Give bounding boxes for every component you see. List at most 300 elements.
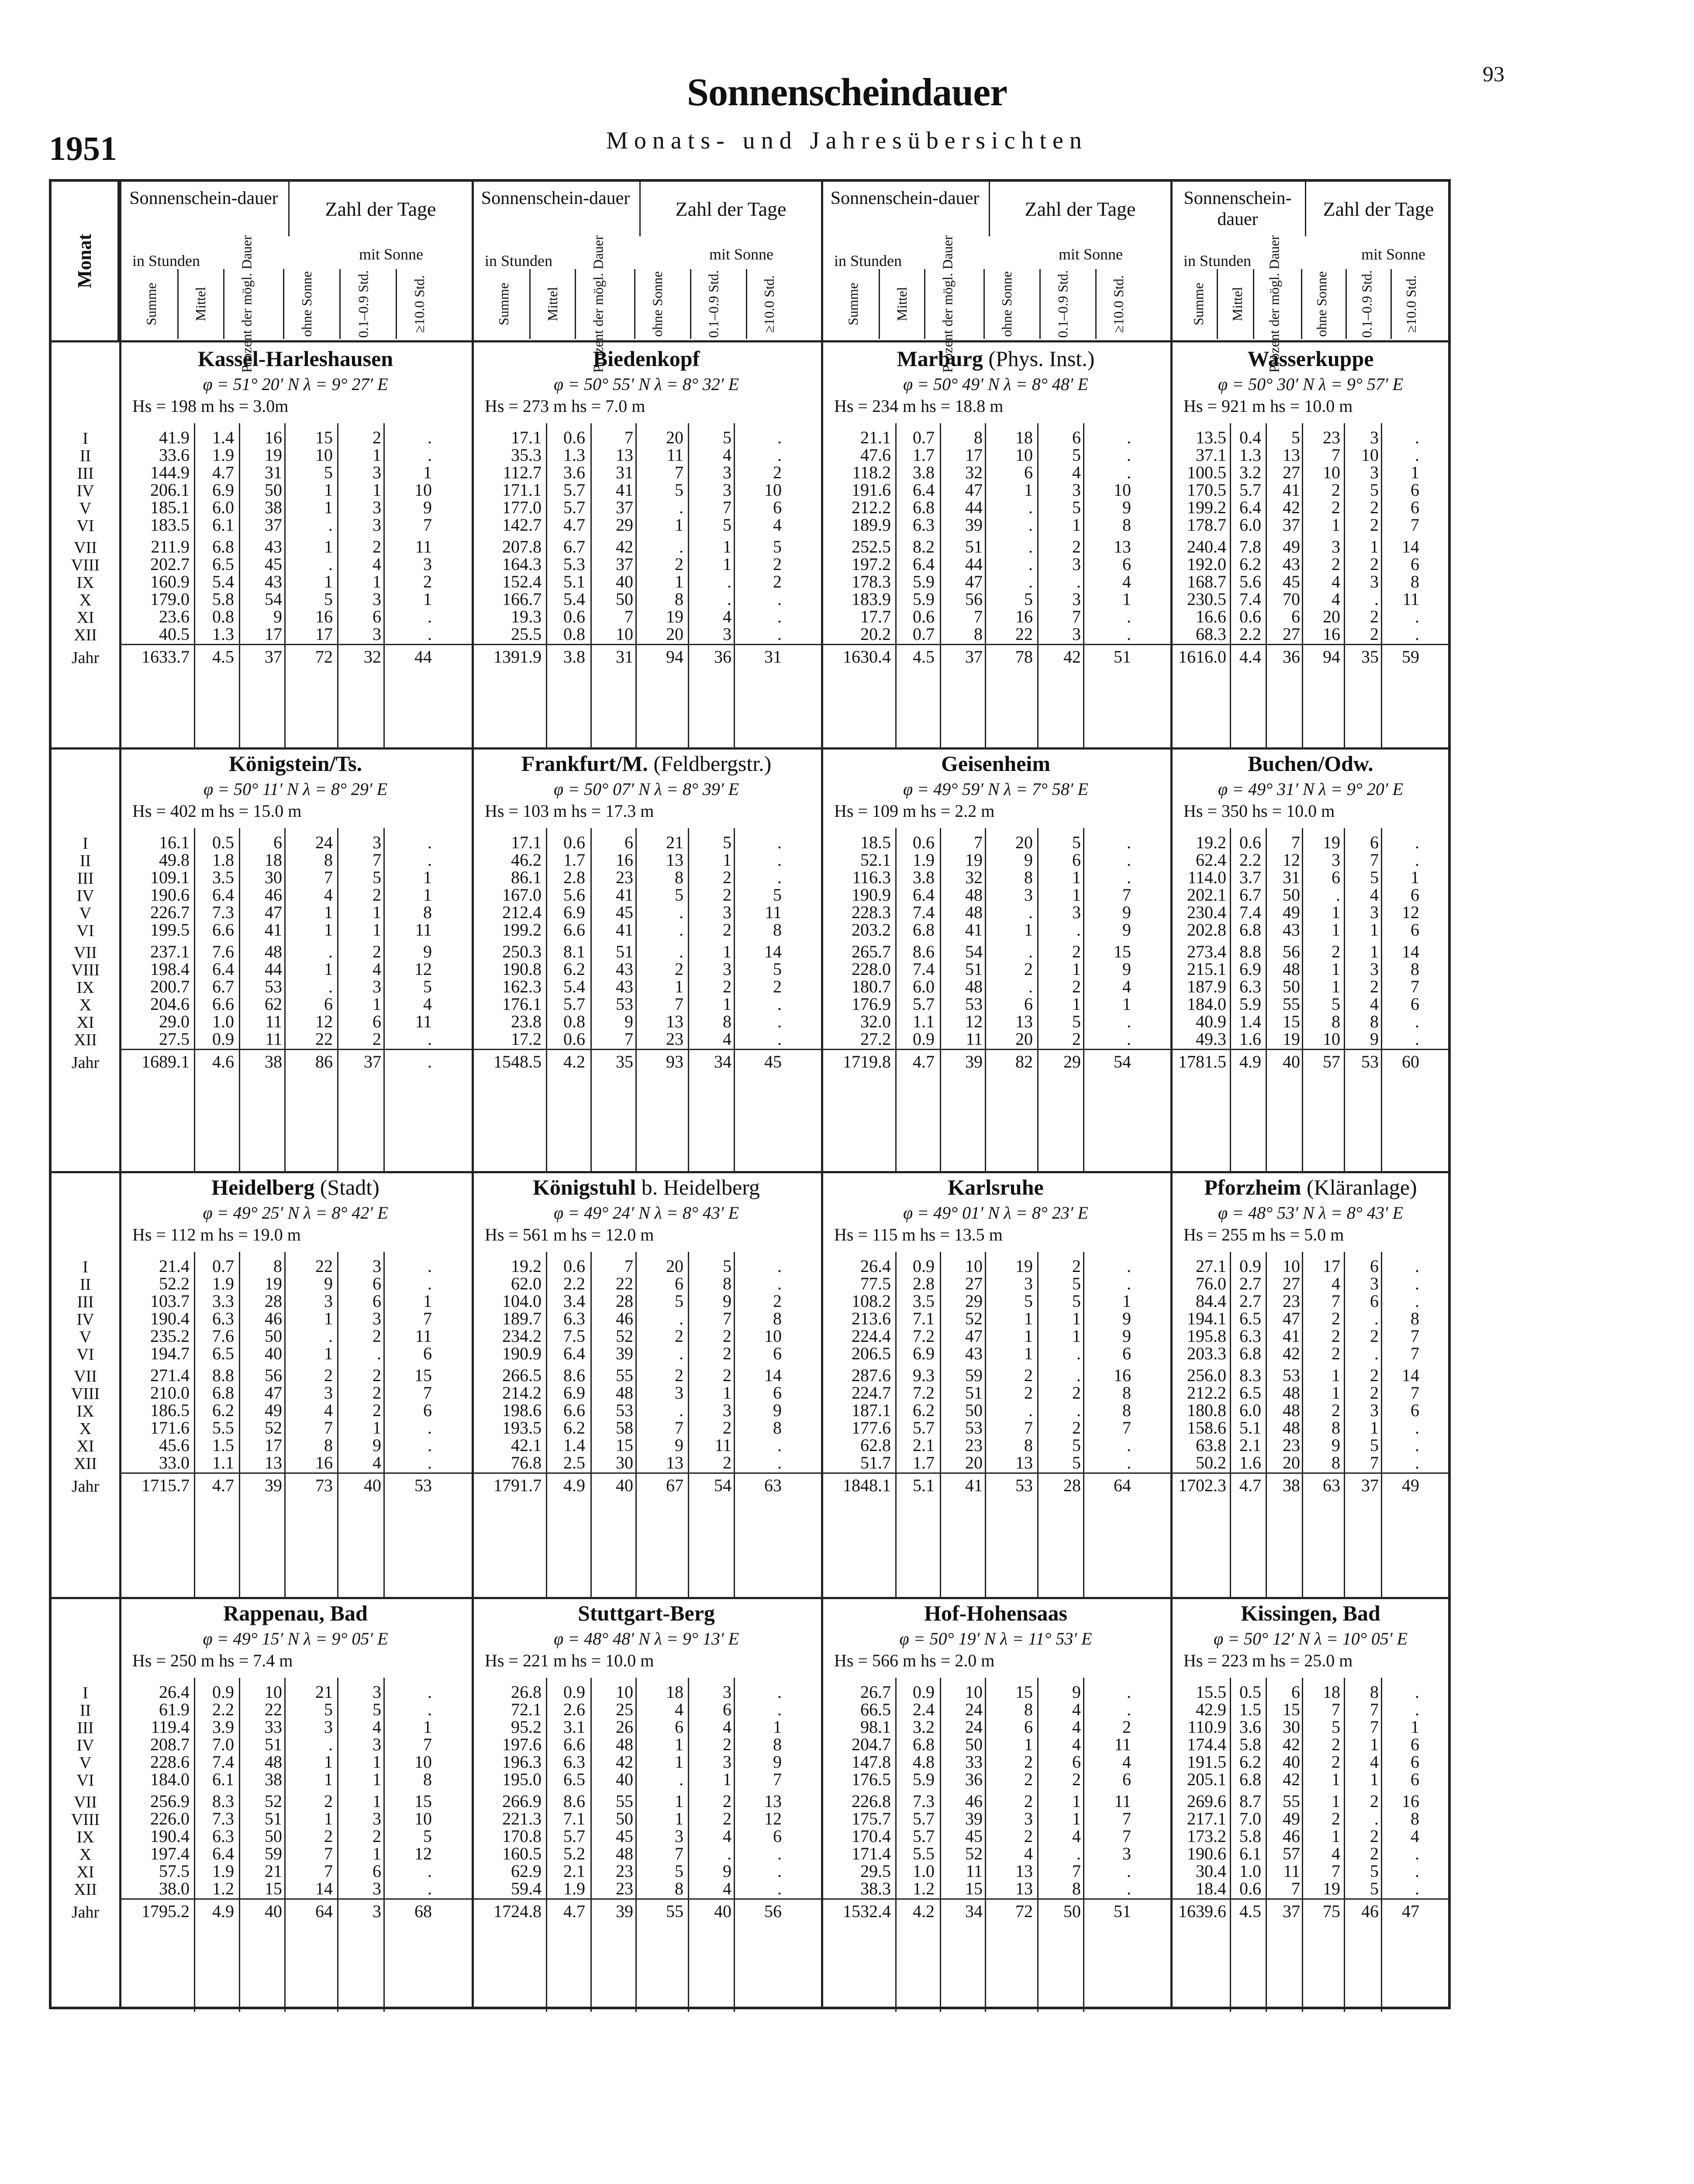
data-cell: 5.2 xyxy=(563,1844,585,1863)
data-cell: 7.6 xyxy=(212,942,234,961)
data-cell: 13 xyxy=(1283,445,1300,465)
data-cell: 11 xyxy=(1114,1735,1131,1754)
year-total-cell: 64 xyxy=(315,1901,333,1921)
data-cell: 5 xyxy=(773,537,782,556)
data-cell: 203.2 xyxy=(852,920,891,940)
data-cell: 6 xyxy=(1122,554,1131,574)
data-cell: 287.6 xyxy=(852,1365,891,1385)
data-cell: 2 xyxy=(723,1735,731,1754)
data-cell: 8 xyxy=(324,1435,333,1455)
month-label: VII xyxy=(74,1793,97,1811)
data-cell: 0.7 xyxy=(913,428,935,447)
data-cell: 52 xyxy=(965,1844,983,1863)
data-cell: 4 xyxy=(1024,1844,1033,1863)
data-cell: 1.3 xyxy=(1239,445,1261,465)
data-cell: 51 xyxy=(965,959,983,979)
total-rule xyxy=(1170,1049,1451,1050)
data-cell: 5.7 xyxy=(563,498,585,517)
data-cell: 8 xyxy=(423,902,432,922)
data-cell: . xyxy=(1415,1274,1419,1293)
header-col-mean xyxy=(542,269,563,339)
data-cell: 1 xyxy=(373,902,381,922)
data-cell: 5 xyxy=(1332,1717,1340,1737)
data-cell: 18 xyxy=(666,1682,683,1702)
data-cell: 3 xyxy=(1370,463,1379,482)
data-cell: 1 xyxy=(723,537,731,556)
data-cell: 15 xyxy=(414,1791,432,1811)
data-cell: 10 xyxy=(1323,1029,1340,1049)
data-cell: 208.7 xyxy=(150,1735,190,1754)
data-cell: 6 xyxy=(773,1383,782,1403)
year-total-cell: 57 xyxy=(1323,1052,1340,1071)
data-cell: 1 xyxy=(1072,1809,1081,1828)
data-cell: 59.4 xyxy=(511,1879,542,1898)
data-cell: . xyxy=(1415,833,1419,852)
station-name xyxy=(1170,751,1451,776)
data-cell: . xyxy=(1127,1453,1131,1472)
year-total-cell: 41 xyxy=(965,1476,983,1495)
cell-divider xyxy=(1037,1678,1038,2012)
data-cell: 43 xyxy=(616,977,633,996)
data-cell: 1 xyxy=(1072,959,1081,979)
data-cell: 18.5 xyxy=(860,833,891,852)
station-name xyxy=(1170,1175,1451,1200)
data-cell: 2 xyxy=(723,1326,731,1346)
data-cell: 104.0 xyxy=(502,1291,542,1311)
station-name-main: Biedenkopf xyxy=(593,346,700,371)
data-cell: 2 xyxy=(1024,959,1033,979)
month-label: IX xyxy=(76,978,94,997)
data-cell: 224.7 xyxy=(852,1383,891,1403)
data-cell: 3 xyxy=(373,1682,381,1702)
data-cell: 16.1 xyxy=(159,833,190,852)
data-cell: . xyxy=(428,1682,432,1702)
year-total-cell: 59 xyxy=(1402,647,1419,667)
data-cell: 6.0 xyxy=(913,977,935,996)
data-cell: 63.8 xyxy=(1196,1435,1226,1455)
data-cell: 3 xyxy=(1370,959,1379,979)
data-cell: 9 xyxy=(1122,902,1131,922)
data-cell: 17.1 xyxy=(511,833,542,852)
data-cell: 5 xyxy=(1072,833,1081,852)
data-cell: 1.1 xyxy=(212,1453,234,1472)
header-divider xyxy=(1346,269,1347,339)
data-cell: 8.1 xyxy=(563,942,585,961)
cell-divider xyxy=(383,828,385,1171)
data-cell: 50 xyxy=(265,480,282,500)
data-cell: 12 xyxy=(315,1012,333,1031)
data-cell: 16.6 xyxy=(1196,607,1226,626)
data-cell: 33.6 xyxy=(159,445,190,465)
data-cell: 1 xyxy=(1370,920,1379,940)
data-cell: 0.6 xyxy=(1239,1879,1261,1898)
month-label: VIII xyxy=(71,556,100,574)
data-cell: 41 xyxy=(616,885,633,905)
data-cell: 256.9 xyxy=(150,1791,190,1811)
data-cell: 3 xyxy=(1072,480,1081,500)
data-cell: 57.5 xyxy=(159,1861,190,1881)
data-cell: 2.1 xyxy=(913,1435,935,1455)
year-total-cell: 78 xyxy=(1015,647,1033,667)
data-cell: 199.5 xyxy=(150,920,190,940)
data-cell: 5 xyxy=(324,589,333,609)
data-cell: 10 xyxy=(1015,445,1033,465)
station-block xyxy=(119,1171,472,1597)
data-cell: 6.8 xyxy=(1239,1769,1261,1789)
year-total-cell: 40 xyxy=(265,1901,282,1921)
data-cell: 6 xyxy=(1411,1735,1419,1754)
cell-divider xyxy=(1083,1678,1084,2012)
data-cell: . xyxy=(1415,1861,1419,1881)
data-cell: 8 xyxy=(675,867,683,887)
data-cell: 9 xyxy=(1122,1326,1131,1346)
data-cell: 10 xyxy=(1114,480,1131,500)
data-cell: 273.4 xyxy=(1187,942,1226,961)
data-cell: 2 xyxy=(324,1365,333,1385)
year-total-cell: 1719.8 xyxy=(843,1052,891,1071)
data-cell: 39 xyxy=(965,515,983,535)
data-cell: 5 xyxy=(675,480,683,500)
data-cell: 6.4 xyxy=(913,554,935,574)
data-cell: 5.4 xyxy=(563,977,585,996)
year-total-cell: 4.9 xyxy=(212,1901,234,1921)
data-cell: 2 xyxy=(723,1453,731,1472)
data-cell: 1 xyxy=(324,1769,333,1789)
data-cell: . xyxy=(428,1700,432,1719)
data-cell: 26.4 xyxy=(159,1682,190,1702)
header-divider xyxy=(177,269,179,339)
data-cell: 3 xyxy=(723,624,731,644)
data-cell: 3.5 xyxy=(913,1291,935,1311)
data-cell: 62.0 xyxy=(511,1274,542,1293)
data-cell: 2 xyxy=(1370,498,1379,517)
data-cell: 13 xyxy=(1015,1861,1033,1881)
data-cell: 6.8 xyxy=(212,1383,234,1403)
cell-divider xyxy=(337,423,338,747)
data-cell: 72.1 xyxy=(511,1700,542,1719)
data-cell: 6.4 xyxy=(563,1344,585,1363)
data-cell: . xyxy=(1374,589,1379,609)
data-cell: 21.1 xyxy=(860,428,891,447)
data-cell: . xyxy=(1028,515,1033,535)
data-cell: 16 xyxy=(315,1453,333,1472)
header-divider xyxy=(1039,269,1041,339)
cell-divider xyxy=(239,423,240,747)
header-col-percent-text: Prozent der mögl. Dauer xyxy=(1266,235,1282,373)
station-heights: Hs = 234 m hs = 18.8 m xyxy=(834,396,1004,416)
data-cell: 7.2 xyxy=(913,1326,935,1346)
data-cell: 6 xyxy=(373,607,381,626)
year-total-cell: 34 xyxy=(714,1052,731,1071)
station-block xyxy=(821,1171,1170,1597)
data-cell: 44 xyxy=(965,554,983,574)
data-cell: 1.9 xyxy=(212,1861,234,1881)
data-cell: 15 xyxy=(1283,1700,1300,1719)
data-cell: 4 xyxy=(773,515,782,535)
data-cell: 49 xyxy=(1283,902,1300,922)
data-cell: 7 xyxy=(1411,1344,1419,1363)
data-cell: 19.3 xyxy=(511,607,542,626)
data-cell: 5.5 xyxy=(913,1844,935,1863)
data-cell: 8 xyxy=(1411,1809,1419,1828)
data-cell: 1 xyxy=(1332,920,1340,940)
data-cell: 9 xyxy=(1122,920,1131,940)
data-cell: . xyxy=(679,942,683,961)
data-cell: 0.9 xyxy=(563,1682,585,1702)
data-cell: 7 xyxy=(723,1309,731,1328)
data-cell: 22 xyxy=(315,1256,333,1276)
data-cell: 6.0 xyxy=(1239,1400,1261,1420)
cell-divider xyxy=(1037,1252,1038,1597)
total-rule xyxy=(119,1472,472,1474)
data-cell: 40.5 xyxy=(159,624,190,644)
data-cell: 234.2 xyxy=(502,1326,542,1346)
data-cell: 6 xyxy=(1024,994,1033,1014)
header-in-hours: in Stunden xyxy=(485,252,553,270)
data-cell: . xyxy=(777,1879,782,1898)
data-cell: 0.6 xyxy=(563,833,585,852)
header-col-percent xyxy=(936,235,958,373)
data-cell: 5 xyxy=(773,885,782,905)
data-cell: 3.5 xyxy=(212,867,234,887)
data-cell: 53 xyxy=(616,994,633,1014)
data-cell: . xyxy=(679,902,683,922)
station-name xyxy=(119,346,472,371)
data-cell: 19 xyxy=(1323,1879,1340,1898)
data-cell: 1 xyxy=(1072,867,1081,887)
data-cell: 1 xyxy=(1370,537,1379,556)
data-cell: 5 xyxy=(373,1700,381,1719)
data-cell: 2.1 xyxy=(563,1861,585,1881)
data-cell: 6.3 xyxy=(1239,977,1261,996)
year-total-cell: 37 xyxy=(364,1052,381,1071)
station-block xyxy=(821,1597,1170,2012)
data-cell: 3 xyxy=(373,515,381,535)
header-col-mean-text: Mittel xyxy=(894,287,910,321)
data-cell: 10 xyxy=(414,1752,432,1772)
data-cell: 4 xyxy=(423,994,432,1014)
data-cell: 3.1 xyxy=(563,1717,585,1737)
data-cell: . xyxy=(679,498,683,517)
data-cell: . xyxy=(777,1274,782,1293)
data-cell: 1 xyxy=(373,572,381,591)
data-cell: 1 xyxy=(675,515,683,535)
data-cell: 5.4 xyxy=(212,572,234,591)
data-cell: . xyxy=(428,1453,432,1472)
station-name xyxy=(119,1175,472,1200)
total-rule xyxy=(472,1472,821,1474)
data-cell: 20 xyxy=(1015,1029,1033,1049)
data-cell: 8 xyxy=(974,428,983,447)
data-cell: 194.1 xyxy=(1187,1309,1226,1328)
month-label: III xyxy=(77,464,94,483)
data-cell: 4 xyxy=(1370,994,1379,1014)
data-cell: 7 xyxy=(1122,1826,1131,1846)
cell-divider xyxy=(895,1252,897,1597)
header-col-ge10 xyxy=(758,269,780,339)
data-cell: 16 xyxy=(315,607,333,626)
data-cell: 266.9 xyxy=(502,1791,542,1811)
data-cell: 147.8 xyxy=(852,1752,891,1772)
column-divider xyxy=(1170,182,1173,2007)
month-label: II xyxy=(79,1701,91,1720)
data-cell: 17 xyxy=(265,624,282,644)
data-cell: 7 xyxy=(324,1861,333,1881)
data-cell: 176.5 xyxy=(852,1769,891,1789)
data-cell: 51 xyxy=(265,1735,282,1754)
station-block xyxy=(1170,342,1451,747)
header-col-mean xyxy=(1226,269,1248,339)
data-cell: 2 xyxy=(324,1826,333,1846)
data-cell: 5 xyxy=(423,1826,432,1846)
cell-divider xyxy=(1230,1678,1231,2012)
data-cell: 20 xyxy=(666,428,683,447)
data-cell: 68.3 xyxy=(1196,624,1226,644)
data-cell: 11 xyxy=(1114,1791,1131,1811)
header-in-hours: in Stunden xyxy=(834,252,902,270)
header-col-percent xyxy=(587,235,609,373)
data-cell: 10 xyxy=(414,1809,432,1828)
data-cell: 23 xyxy=(616,867,633,887)
header-col-no-sun xyxy=(296,269,317,339)
total-rule xyxy=(1170,1898,1451,1900)
data-cell: 49 xyxy=(1283,537,1300,556)
data-cell: 18.4 xyxy=(1196,1879,1226,1898)
data-cell: 27 xyxy=(1283,463,1300,482)
data-cell: 162.3 xyxy=(502,977,542,996)
data-cell: 3.2 xyxy=(913,1717,935,1737)
data-cell: 2 xyxy=(1370,1791,1379,1811)
year-total-cell: 4.5 xyxy=(1239,1901,1261,1921)
data-cell: 51 xyxy=(616,942,633,961)
data-cell: 1 xyxy=(1024,480,1033,500)
data-cell: 0.6 xyxy=(1239,833,1261,852)
data-cell: 3.2 xyxy=(1239,463,1261,482)
cell-divider xyxy=(1302,423,1303,747)
data-cell: 1 xyxy=(1072,994,1081,1014)
data-cell: 1.7 xyxy=(913,1453,935,1472)
month-label: VI xyxy=(76,1345,94,1364)
header-days-count: Zahl der Tage xyxy=(1305,182,1451,236)
data-cell: 7 xyxy=(1332,1291,1340,1311)
data-cell: 5 xyxy=(675,1291,683,1311)
data-cell: 4 xyxy=(1332,1274,1340,1293)
data-cell: 46 xyxy=(965,1791,983,1811)
data-cell: 9 xyxy=(373,1435,381,1455)
data-cell: 5 xyxy=(1072,1291,1081,1311)
data-cell: 6.8 xyxy=(913,498,935,517)
data-cell: 1 xyxy=(373,1752,381,1772)
data-cell: 11 xyxy=(966,1861,983,1881)
data-cell: 7.0 xyxy=(212,1735,234,1754)
data-cell: . xyxy=(1076,572,1081,591)
data-cell: 6 xyxy=(1411,554,1419,574)
data-cell: 1.3 xyxy=(563,445,585,465)
month-label: IV xyxy=(76,1310,94,1329)
year-total-cell: 1391.9 xyxy=(493,647,542,667)
data-cell: 1 xyxy=(1072,1791,1081,1811)
data-cell: . xyxy=(1415,607,1419,626)
data-cell: 0.8 xyxy=(563,624,585,644)
data-cell: 7.0 xyxy=(1239,1809,1261,1828)
data-cell: 5 xyxy=(324,1700,333,1719)
data-cell: 43 xyxy=(265,537,282,556)
data-cell: 1 xyxy=(1332,959,1340,979)
year-total-label: Jahr xyxy=(71,1903,100,1921)
header-col-sum-text: Summe xyxy=(143,283,159,325)
data-cell: 2 xyxy=(1332,1326,1340,1346)
cell-divider xyxy=(1302,1678,1303,2012)
station-coordinates: φ = 48° 53′ N λ = 8° 43′ E xyxy=(1218,1203,1404,1223)
data-cell: 1 xyxy=(1370,1418,1379,1438)
cell-divider xyxy=(734,1678,735,2012)
data-cell: 2 xyxy=(1370,1326,1379,1346)
cell-divider xyxy=(590,828,592,1171)
data-cell: . xyxy=(377,1344,381,1363)
data-cell: . xyxy=(679,1769,683,1789)
data-cell: 6.9 xyxy=(913,1344,935,1363)
data-cell: 6 xyxy=(1411,498,1419,517)
data-cell: 4 xyxy=(373,554,381,574)
data-cell: 17 xyxy=(315,624,333,644)
cell-divider xyxy=(895,1678,897,2012)
header-col-sum-text: Summe xyxy=(496,283,511,325)
header-col-no-sun-text: ohne Sonne xyxy=(299,271,315,337)
data-cell: 7 xyxy=(1411,977,1419,996)
data-cell: . xyxy=(679,537,683,556)
data-cell: 5 xyxy=(373,867,381,887)
data-cell: 5.1 xyxy=(1239,1418,1261,1438)
month-label: VI xyxy=(76,1771,94,1790)
data-cell: 2 xyxy=(675,1326,683,1346)
data-cell: 1.5 xyxy=(212,1435,234,1455)
year-total-cell: 63 xyxy=(764,1476,782,1495)
data-cell: . xyxy=(1127,850,1131,870)
data-cell: 20.2 xyxy=(860,624,891,644)
data-cell: 31 xyxy=(265,463,282,482)
data-cell: 52 xyxy=(265,1791,282,1811)
data-cell: . xyxy=(1076,1365,1081,1385)
month-label: VI xyxy=(76,922,94,940)
data-cell: 1.2 xyxy=(913,1879,935,1898)
data-cell: 21 xyxy=(265,1861,282,1881)
data-cell: 40 xyxy=(265,1344,282,1363)
cell-divider xyxy=(940,1678,941,2012)
station-heights: Hs = 561 m hs = 12.0 m xyxy=(485,1225,654,1244)
data-cell: 1 xyxy=(675,1752,683,1772)
data-cell: 4 xyxy=(324,1400,333,1420)
data-cell: 204.7 xyxy=(852,1735,891,1754)
data-cell: 189.7 xyxy=(502,1309,542,1328)
data-cell: 221.3 xyxy=(502,1809,542,1828)
data-cell: 6 xyxy=(624,833,633,852)
data-cell: 6 xyxy=(1411,480,1419,500)
header-with-sun: mit Sonne xyxy=(1059,245,1123,263)
data-cell: 3 xyxy=(1370,572,1379,591)
data-cell: 4 xyxy=(723,1029,731,1049)
data-cell: 30 xyxy=(1283,1717,1300,1737)
data-cell: 7.3 xyxy=(212,902,234,922)
data-cell: 11 xyxy=(415,920,432,940)
data-cell: 1 xyxy=(723,942,731,961)
year-total-label: Jahr xyxy=(71,1054,100,1072)
data-cell: 4 xyxy=(1332,1844,1340,1863)
data-cell: 3.8 xyxy=(913,463,935,482)
header-days-count: Zahl der Tage xyxy=(288,182,472,236)
year-total-cell: 38 xyxy=(1283,1476,1300,1495)
data-cell: 0.9 xyxy=(212,1029,234,1049)
data-cell: 7 xyxy=(1370,850,1379,870)
